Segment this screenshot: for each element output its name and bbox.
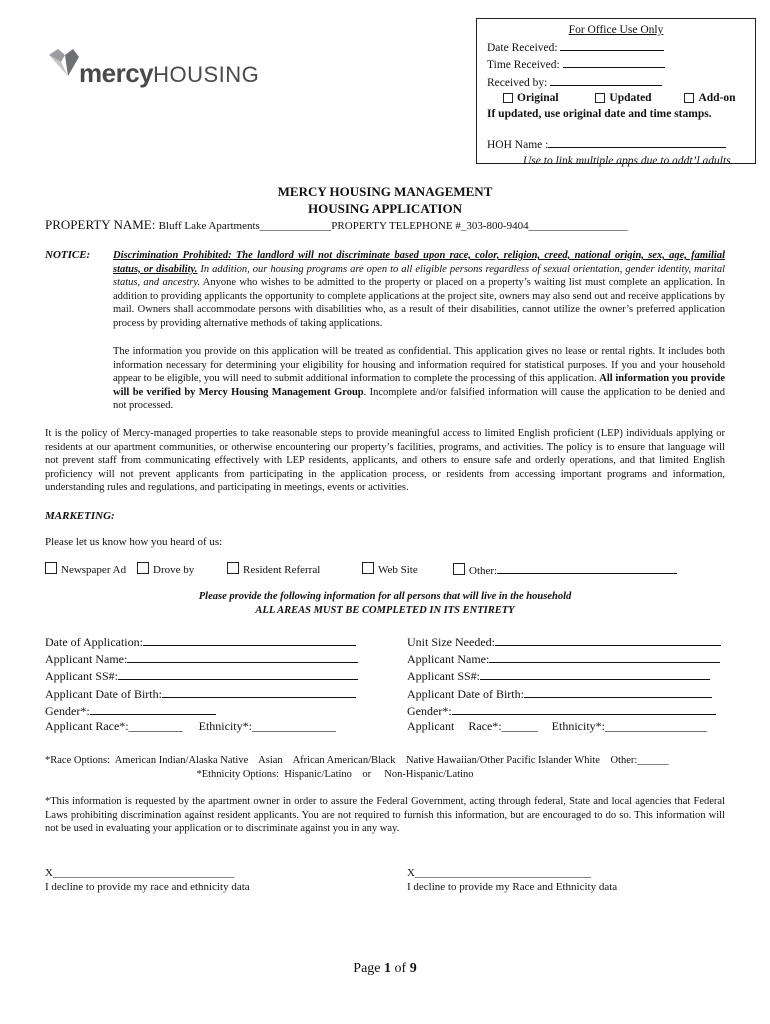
date-of-application-field[interactable] xyxy=(143,632,356,646)
applicant2-name-field[interactable] xyxy=(489,649,720,663)
right-gender: Gender*: xyxy=(407,701,716,720)
race-options: *Race Options: American Indian/Alaska Native Asian African American/Black Native Hawaiian/Other Pacific Islander White Other:______ *Ethnicity Options: Hispanic/Latino or Non-Hispanic/Latino xyxy=(45,755,669,780)
date-received-row: Date Received: xyxy=(487,39,745,57)
left-signature xyxy=(45,866,250,894)
office-box-title: For Office Use Only xyxy=(568,24,664,36)
complete-instruction: ALL AREAS MUST BE COMPLETED IN ITS ENTIRETY xyxy=(255,605,515,616)
right-decline-text: I decline to provide my Race and Ethnicity data xyxy=(407,881,618,893)
info-disclaimer: *This information is requested by the apartment owner in order to assure the Federal Government, acting through federal, State and local agencies that Federal Laws prohibiting discrimination against resident applicants. You are not required to furnish this information, but are encouraged to do so. This information will not be used in evaluating your application or to discriminate against you in any way. xyxy=(45,796,725,835)
option-newspaper[interactable]: Newspaper Ad xyxy=(45,562,126,576)
hoh-name-row: HOH Name : xyxy=(487,136,745,154)
applicant-name-field[interactable] xyxy=(127,649,358,663)
applicant2-ss-field[interactable] xyxy=(480,666,710,680)
left-gender: Gender*: xyxy=(45,701,216,720)
left-applicant-ss: Applicant SS#: xyxy=(45,666,358,685)
confidential-paragraph: The information you provide on this application will be treated as confidential. This application gives no lease or rental rights. It includes both information necessary for determining your eligibility for housing and information required for statistical purposes. If you and your household appear to be eligible, you will need to submit additional information to complete the processing of this application. All information you provide will be verified by Mercy Housing Management Group. Incomplete and/or falsified information will cause the application to be denied and not processed. xyxy=(113,346,725,412)
applicant-ss-field[interactable] xyxy=(118,666,358,680)
notice-paragraph: Discrimination Prohibited: The landlord will not discriminate based upon race, color, religion, creed, national origin, sex, age, familial status, or disability. In addition, our housing programs are open to all eligible persons regardless of sexual orientation, gender identity, marital status, and ancestry. Anyone who wishes to be admitted to the property or placed on a property’s waiting list must complete an application. In addition to providing applicants the opportunity to complete applications at the project site, owners may also send out and receive applications by mail. Owners shall accommodate persons with disabilities who, as a result of their disabilities, cannot utilize the owner’s preferred application process by providing alternative methods of taking applications. xyxy=(113,250,726,329)
left-decline-text: I decline to provide my race and ethnicity data xyxy=(45,881,250,893)
resident-referral-checkbox[interactable] xyxy=(227,562,239,574)
updated-checkbox[interactable] xyxy=(595,93,605,103)
marketing-prompt: Please let us know how you heard of us: xyxy=(45,536,223,548)
option-web-site[interactable]: Web Site xyxy=(362,562,418,576)
received-by-row: Received by: xyxy=(487,74,745,92)
applicant2-dob-field[interactable] xyxy=(524,684,712,698)
right-applicant-dob: Applicant Date of Birth: xyxy=(407,684,712,703)
page-number: Page 1 of 9 xyxy=(353,961,417,976)
status-options: Original Updated Add-on xyxy=(487,91,745,107)
logo-wordmark: mercyHOUSING xyxy=(79,58,260,88)
time-received-row: Time Received: xyxy=(487,56,745,74)
newspaper-checkbox[interactable] xyxy=(45,562,57,574)
mercy-housing-logo xyxy=(45,46,275,96)
other-field[interactable] xyxy=(497,562,677,574)
right-applicant-name: Applicant Name: xyxy=(407,649,720,668)
right-race-ethnicity: Applicant Race*:______ Ethnicity*:_________________ xyxy=(407,719,707,733)
gender2-field[interactable] xyxy=(452,701,716,715)
applicant-dob-field[interactable] xyxy=(162,684,356,698)
left-signature-line[interactable]: X_________________________________ xyxy=(45,867,235,879)
notice-label: NOTICE: xyxy=(45,249,91,261)
left-applicant-dob: Applicant Date of Birth: xyxy=(45,684,356,703)
gender-field[interactable] xyxy=(90,701,216,715)
office-use-box xyxy=(476,18,756,167)
drove-by-checkbox[interactable] xyxy=(137,562,149,574)
doc-title-2: HOUSING APPLICATION xyxy=(308,201,462,216)
lep-policy-paragraph: It is the policy of Mercy-managed properties to take reasonable steps to provide meaningful access to limited English proficient (LEP) individuals applying or residents at our apartment communities, or otherwise encountering our property’s facilities, programs, and activities. The policy is to ensure that language will not prevent staff from communicating effectively with LEP residents, applicants, and others to ensure safe and orderly operations, and that limited English proficiency will not prevent applicants from participating in the application process, or residents from accessing important programs and information, understanding rules and regulations, and participating in meetings, events or activities. xyxy=(45,428,725,494)
addon-checkbox[interactable] xyxy=(684,93,694,103)
right-applicant-ss: Applicant SS#: xyxy=(407,666,710,685)
time-received-field[interactable] xyxy=(563,56,665,68)
received-by-field[interactable] xyxy=(550,74,662,86)
left-date-of-application: Date of Application: xyxy=(45,632,356,651)
web-site-checkbox[interactable] xyxy=(362,562,374,574)
heart-logo-icon xyxy=(45,46,81,82)
doc-title-1: MERCY HOUSING MANAGEMENT xyxy=(277,184,493,199)
update-note: If updated, use original date and time stamps. xyxy=(487,107,712,120)
left-applicant-name: Applicant Name: xyxy=(45,649,358,668)
right-unit-size: Unit Size Needed: xyxy=(407,632,721,651)
other-checkbox[interactable] xyxy=(453,563,465,575)
hoh-name-field[interactable] xyxy=(548,136,726,148)
original-checkbox[interactable] xyxy=(503,93,513,103)
date-received-field[interactable] xyxy=(560,39,664,51)
option-resident-referral[interactable]: Resident Referral xyxy=(227,562,320,576)
provide-instruction: Please provide the following information for all persons that will live in the household xyxy=(198,591,572,602)
right-signature xyxy=(407,866,617,894)
option-drove-by[interactable]: Drove by xyxy=(137,562,194,576)
unit-size-field[interactable] xyxy=(495,632,721,646)
right-signature-line[interactable]: X________________________________ xyxy=(407,867,591,879)
left-race-ethnicity: Applicant Race*:_________ Ethnicity*:______________ xyxy=(45,719,336,733)
hoh-note: Use to link multiple apps due to addt’l adults xyxy=(523,154,731,167)
property-line: PROPERTY NAME: Bluff Lake Apartments_____________PROPERTY TELEPHONE #_303-800-9404__________________ xyxy=(45,217,628,232)
option-other[interactable]: Other: xyxy=(453,562,677,577)
marketing-label: MARKETING: xyxy=(45,510,115,522)
